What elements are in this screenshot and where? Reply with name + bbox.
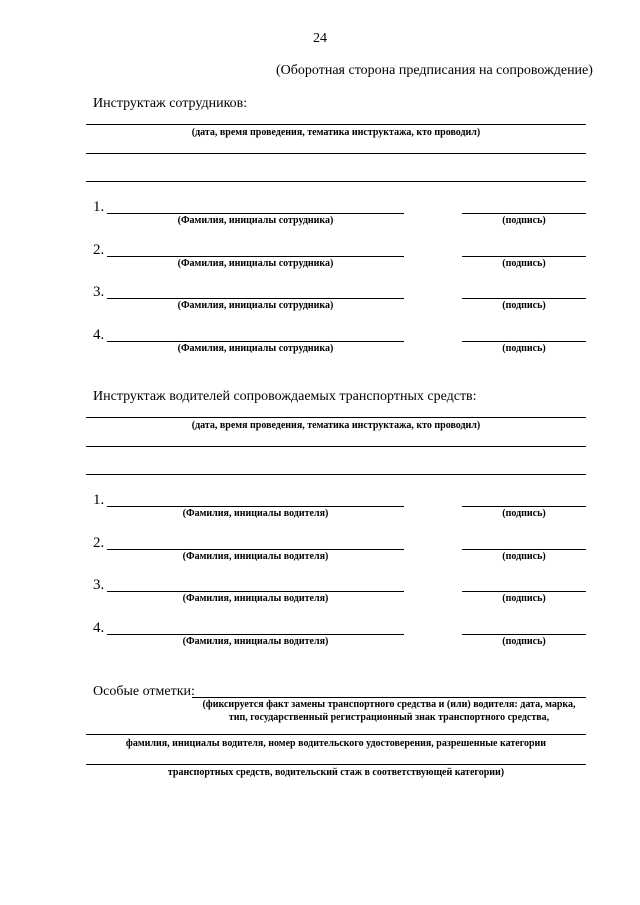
section2-date-line xyxy=(86,417,586,418)
name-line xyxy=(107,341,404,342)
signature-line xyxy=(462,298,586,299)
name-line xyxy=(107,256,404,257)
signature-line xyxy=(462,341,586,342)
page-number: 24 xyxy=(313,31,327,46)
name-line xyxy=(107,213,404,214)
row-number: 4. xyxy=(93,327,105,343)
row-number: 3. xyxy=(93,284,105,300)
special-notes-caption-3: фамилия, инициалы водителя, номер водительского удостоверения, разрешенные категории xyxy=(125,738,547,749)
signature-line xyxy=(462,256,586,257)
name-caption: (Фамилия, инициалы водителя) xyxy=(182,508,329,519)
page-subtitle: (Оборотная сторона предписания на сопровождение) xyxy=(276,63,593,78)
row-number: 3. xyxy=(93,577,105,593)
signature-line xyxy=(462,506,586,507)
section1-blank-line xyxy=(86,181,586,182)
row-number: 2. xyxy=(93,535,105,551)
name-caption: (Фамилия, инициалы водителя) xyxy=(182,551,329,562)
row-number: 4. xyxy=(93,620,105,636)
name-line xyxy=(107,634,404,635)
signature-caption: (подпись) xyxy=(502,300,546,311)
section2-heading: Инструктаж водителей сопровождаемых транспортных средств: xyxy=(93,389,477,404)
special-notes-caption-4: транспортных средств, водительский стаж в соответствующей категории) xyxy=(167,767,505,778)
signature-caption: (подпись) xyxy=(502,343,546,354)
signature-caption: (подпись) xyxy=(502,551,546,562)
signature-caption: (подпись) xyxy=(502,593,546,604)
signature-caption: (подпись) xyxy=(502,215,546,226)
signature-caption: (подпись) xyxy=(502,508,546,519)
name-caption: (Фамилия, инициалы водителя) xyxy=(182,636,329,647)
name-line xyxy=(107,591,404,592)
signature-line xyxy=(462,213,586,214)
signature-line xyxy=(462,549,586,550)
section2-blank-line xyxy=(86,474,586,475)
name-caption: (Фамилия, инициалы сотрудника) xyxy=(177,343,334,354)
section2-date-caption: (дата, время проведения, тематика инструктажа, кто проводил) xyxy=(191,420,481,431)
special-notes-heading: Особые отметки: xyxy=(93,684,195,699)
row-number: 1. xyxy=(93,199,105,215)
section1-blank-line xyxy=(86,153,586,154)
section1-date-line xyxy=(86,124,586,125)
name-line xyxy=(107,506,404,507)
special-notes-line xyxy=(192,697,586,698)
signature-line xyxy=(462,634,586,635)
signature-line xyxy=(462,591,586,592)
special-notes-line xyxy=(86,734,586,735)
name-caption: (Фамилия, инициалы сотрудника) xyxy=(177,300,334,311)
special-notes-caption-1: (фиксируется факт замены транспортного средства и (или) водителя: дата, марка, xyxy=(202,699,576,710)
section1-date-caption: (дата, время проведения, тематика инструктажа, кто проводил) xyxy=(191,127,481,138)
name-caption: (Фамилия, инициалы сотрудника) xyxy=(177,258,334,269)
name-line xyxy=(107,549,404,550)
name-caption: (Фамилия, инициалы сотрудника) xyxy=(177,215,334,226)
section1-heading: Инструктаж сотрудников: xyxy=(93,96,248,111)
signature-caption: (подпись) xyxy=(502,258,546,269)
row-number: 1. xyxy=(93,492,105,508)
name-caption: (Фамилия, инициалы водителя) xyxy=(182,593,329,604)
special-notes-line xyxy=(86,764,586,765)
special-notes-caption-2: тип, государственный регистрационный знак транспортного средства, xyxy=(228,712,550,723)
name-line xyxy=(107,298,404,299)
signature-caption: (подпись) xyxy=(502,636,546,647)
row-number: 2. xyxy=(93,242,105,258)
section2-blank-line xyxy=(86,446,586,447)
